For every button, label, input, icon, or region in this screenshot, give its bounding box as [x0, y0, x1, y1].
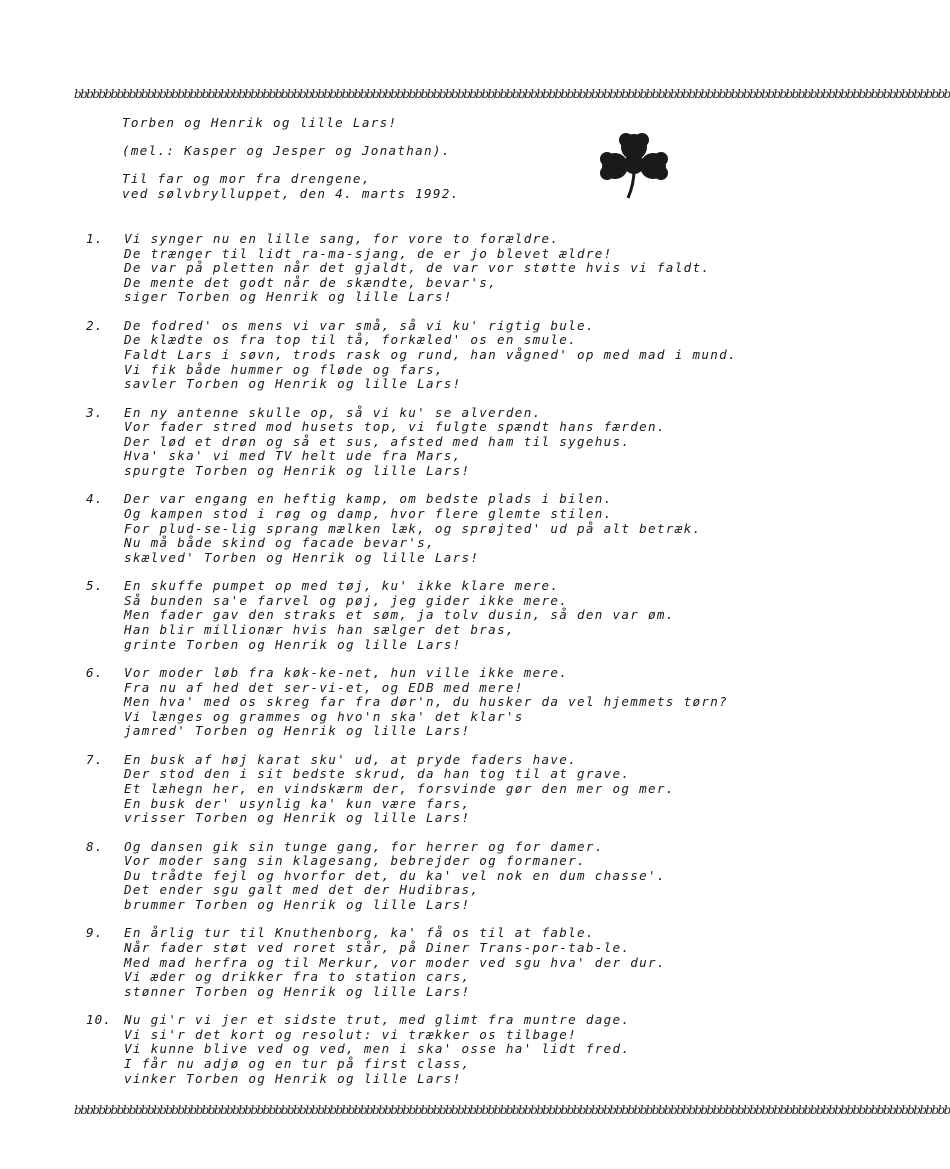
- verse-number: 3.: [86, 404, 104, 420]
- verse-number: 7.: [86, 751, 104, 767]
- verse-line: For plud-se-lig sprang mælken læk, og sprøjted' ud på alt betræk.: [124, 520, 702, 536]
- verse-line: Hva' ska' vi med TV helt ude fra Mars,: [124, 448, 462, 464]
- verse-line: De fodred' os mens vi var små, så vi ku' rigtig bule.: [124, 317, 595, 333]
- verse-number: 5.: [86, 578, 104, 594]
- clover-icon: [598, 132, 670, 200]
- verse-line: Vi længes og grammes og hvo'n ska' det klar's: [124, 708, 524, 724]
- verse-line: Så bunden sa'e farvel og pøj, jeg gider ikke mere.: [124, 592, 569, 608]
- verse-line: Vi kunne blive ved og ved, men i ska' osse ha' lidt fred.: [124, 1041, 631, 1057]
- verse-line: siger Torben og Henrik og lille Lars!: [124, 289, 453, 305]
- verse-line: Vi fik både hummer og fløde og fars,: [124, 361, 444, 377]
- verse-number: 9.: [86, 925, 104, 941]
- verse-line: Der stod den i sit bedste skrud, da han tog til at grave.: [124, 766, 631, 782]
- verse-line: Der var engang en heftig kamp, om bedste plads i bilen.: [124, 491, 613, 507]
- dedication-line-2: ved sølvbrylluppet, den 4. marts 1992.: [122, 186, 460, 201]
- verse-line: grinte Torben og Henrik og lille Lars!: [124, 636, 462, 652]
- verse-number: 10.: [86, 1012, 112, 1028]
- verse-line: vrisser Torben og Henrik og lille Lars!: [124, 810, 471, 826]
- verse-line: En skuffe pumpet op med tøj, ku' ikke klare mere.: [124, 578, 560, 594]
- verse-line: Et læhegn her, en vindskærm der, forsvinde gør den mer og mer.: [124, 781, 675, 796]
- verse-line: stønner Torben og Henrik og lille Lars!: [124, 983, 471, 999]
- dedication-line-1: Til far og mor fra drengene,: [122, 171, 371, 186]
- verse-line: De klædte os fra top til tå, forkæled' os en smule.: [124, 332, 577, 348]
- verse-line: Vi synger nu en lille sang, for vore to forældre.: [124, 231, 560, 246]
- verse-number: 8.: [86, 838, 104, 854]
- verse-line: Vor moder løb fra køk-ke-net, hun ville ikke mere.: [124, 665, 569, 680]
- decorative-border-bottom: bbbbbbbbbbbbbbbbbbbbbbbbbbbbbbbbbbbbbbbbbbbbbbbbbbbbbbbbbbbbbbbbbbbbbbbbbbbbbbbbbbbbbbbbbbbbbbbbbbbbbbbbbbbbbbbbbbbbbbbbbbbbbbbbbbbbbbbbbbbbbbbb: [74, 1103, 950, 1117]
- verse-line: savler Torben og Henrik og lille Lars!: [124, 376, 462, 392]
- verse-line: Vi si'r det kort og resolut: vi trækker os tilbage!: [124, 1026, 577, 1042]
- verse-line: De mente det godt når de skændte, bevar's,: [124, 274, 498, 290]
- verse-line: Men hva' med os skreg far fra dør'n, du husker da vel hjemmets tørn?: [124, 694, 728, 710]
- verse-line: Når fader støt ved roret står, på Diner Trans-por-tab-le.: [124, 940, 631, 955]
- verse-line: En årlig tur til Knuthenborg, ka' få os til at fable.: [124, 925, 595, 941]
- verse-line: Han blir millionær hvis han sælger det bras,: [124, 622, 515, 637]
- verse-line: skælved' Torben og Henrik og lille Lars!: [124, 549, 480, 565]
- melody-note: (mel.: Kasper og Jesper og Jonathan).: [122, 143, 451, 158]
- verse-line: Og kampen stod i røg og damp, hvor flere glemte stilen.: [124, 506, 613, 521]
- verse-line: Nu må både skind og facade bevar's,: [124, 535, 435, 551]
- decorative-border-top: bbbbbbbbbbbbbbbbbbbbbbbbbbbbbbbbbbbbbbbbbbbbbbbbbbbbbbbbbbbbbbbbbbbbbbbbbbbbbbbbbbbbbbbbbbbbbbbbbbbbbbbbbbbbbbbbbbbbbbbbbbbbbbbbbbbbbbbbbbbbbbbb: [74, 87, 950, 101]
- verse-line: Men fader gav den straks et søm, ja tolv dusin, så den var øm.: [124, 607, 675, 623]
- verse-line: spurgte Torben og Henrik og lille Lars!: [124, 463, 471, 478]
- song-title: Torben og Henrik og lille Lars!: [122, 115, 398, 130]
- verse-line: Du trådte fejl og hvorfor det, du ka' vel nok en dum chasse'.: [124, 867, 666, 883]
- verse-line: Der lød et drøn og så et sus, afsted med ham til sygehus.: [124, 433, 631, 449]
- verse-line: Vor moder sang sin klagesang, bebrejder og formaner.: [124, 853, 586, 869]
- verse-number: 2.: [86, 317, 104, 333]
- verse-line: Faldt Lars i søvn, trods rask og rund, han vågned' op med mad i mund.: [124, 347, 737, 362]
- verse-number: 4.: [86, 491, 104, 507]
- verse-line: En busk af høj karat sku' ud, at pryde faders have.: [124, 751, 577, 767]
- verse-line: jamred' Torben og Henrik og lille Lars!: [124, 723, 471, 739]
- verse-line: brummer Torben og Henrik og lille Lars!: [124, 897, 471, 912]
- verse-line: De var på pletten når det gjaldt, de var vor støtte hvis vi faldt.: [124, 260, 711, 276]
- verse-line: I får nu adjø og en tur på first class,: [124, 1056, 471, 1071]
- verse-line: Nu gi'r vi jer et sidste trut, med glimt fra muntre dage.: [124, 1012, 631, 1028]
- verse-line: Med mad herfra og til Merkur, vor moder ved sgu hva' der dur.: [124, 954, 666, 970]
- verse-line: Og dansen gik sin tunge gang, for herrer og for damer.: [124, 838, 604, 854]
- verse-line: En ny antenne skulle op, så vi ku' se alverden.: [124, 404, 542, 420]
- verse-line: Det ender sgu galt med det der Hudibras,: [124, 882, 480, 898]
- verse-number: 1.: [86, 231, 104, 246]
- verse-number: 6.: [86, 665, 104, 680]
- verse-line: En busk der' usynlig ka' kun være fars,: [124, 795, 471, 811]
- verse-line: Fra nu af hed det ser-vi-et, og EDB med mere!: [124, 679, 524, 695]
- verse-line: Vor fader stred mod husets top, vi fulgte spændt hans færden.: [124, 419, 666, 435]
- verse-line: vinker Torben og Henrik og lille Lars!: [124, 1070, 462, 1086]
- verse-line: Vi æder og drikker fra to station cars,: [124, 969, 471, 985]
- verse-line: De trænger til lidt ra-ma-sjang, de er jo blevet ældre!: [124, 245, 613, 261]
